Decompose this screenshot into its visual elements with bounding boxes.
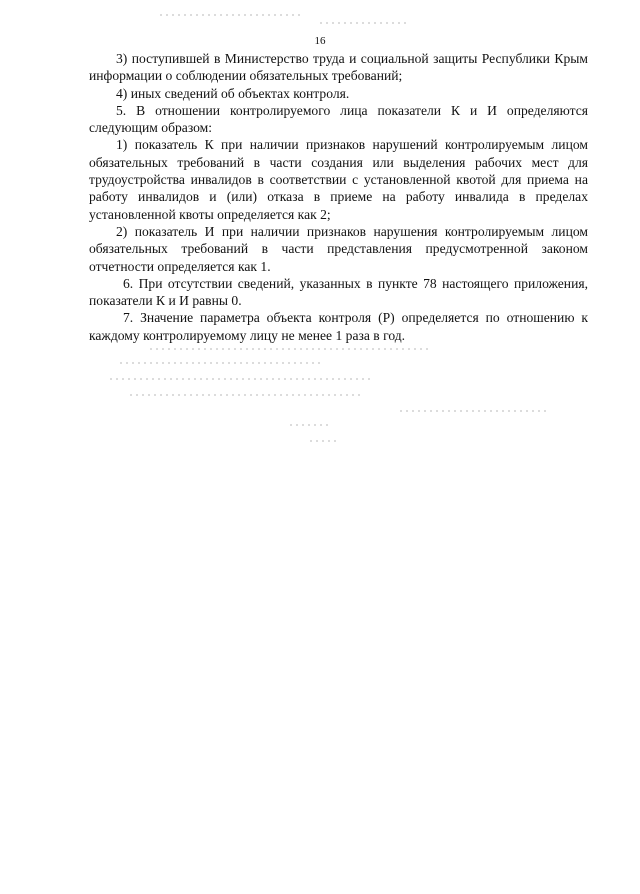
paragraph-item-4: 4) иных сведений об объектах контроля. [116,85,350,101]
scan-noise [310,440,340,442]
scan-noise [120,362,320,364]
paragraph-item-5-2: 2) показатель И при наличии признаков нарушения контролируемым лицом обязательных требований в части представления предусмотренной законом отчетности определяется как 1. [89,223,588,274]
page-number: 16 [314,35,326,47]
scan-noise [130,394,360,396]
scan-noise [150,348,430,350]
scan-noise [110,378,370,380]
paragraph-item-5: 5. В отношении контролируемого лица показатели К и И определяются следующим образом: [89,102,588,136]
scan-noise [160,14,300,16]
scan-noise [290,424,330,426]
paragraph-item-7: 7. Значение параметра объекта контроля (Р) определяется по отношению к каждому контролируемому лицу не менее 1 раза в год. [89,310,588,343]
scan-noise [320,22,410,24]
scan-noise [400,410,550,412]
paragraph-item-3: 3) поступившей в Министерство труда и социальной защиты Республики Крым информации о соблюдении обязательных требований; [89,51,588,84]
paragraph-item-5-1: 1) показатель К при наличии признаков нарушений контролируемым лицом обязательных требований в части создания или выделения рабочих мест для трудоустройства инвалидов в соответствии с установленной квотой для приема на работу инвалидов и (или) отказа в приеме на работу инвалида в пределах установленной квоты определяется как 2; [89,137,588,222]
document-body [89,50,588,344]
paragraph-item-6: 6. При отсутствии сведений, указанных в пункте 78 настоящего приложения, показатели К и И равны 0. [89,275,588,309]
